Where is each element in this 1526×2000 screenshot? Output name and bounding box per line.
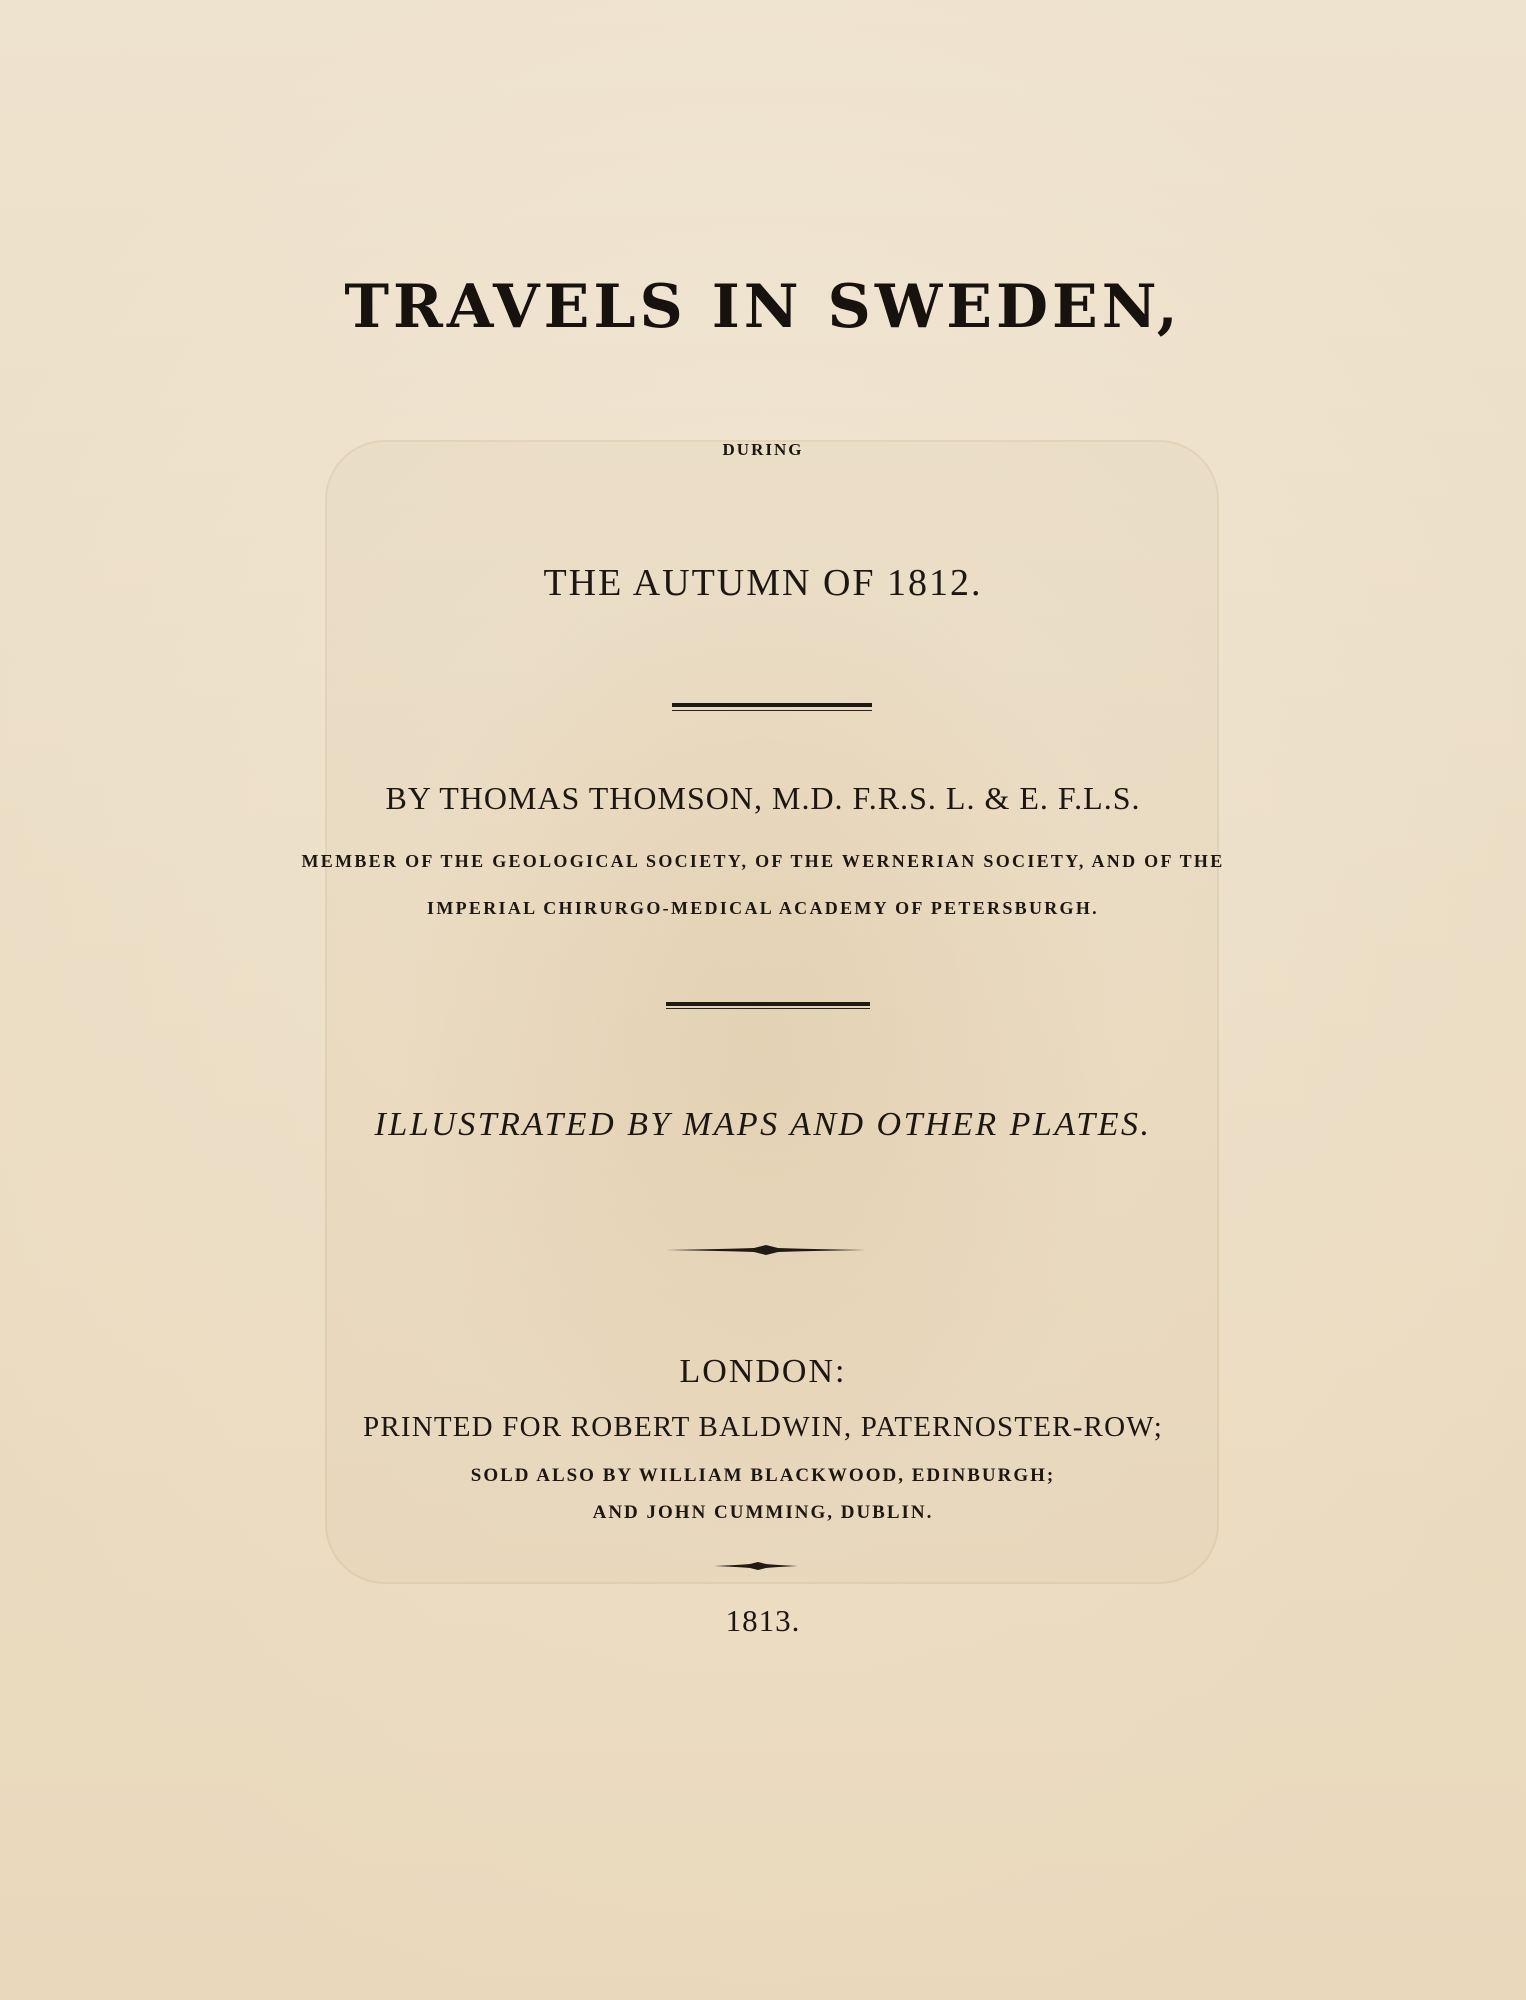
book-title: TRAVELS IN SWEDEN,: [344, 272, 1182, 342]
subtitle: THE AUTUMN OF 1812.: [543, 562, 983, 604]
rule-thick-line: [666, 1002, 870, 1006]
flourish-divider-icon: [666, 1238, 866, 1262]
sold-also-line: SOLD ALSO BY WILLIAM BLACKWOOD, EDINBURGH;: [470, 1465, 1056, 1486]
printed-for-line: PRINTED FOR ROBERT BALDWIN, PATERNOSTER-ROW;: [362, 1411, 1163, 1443]
double-rule-divider-2: [666, 1002, 870, 1009]
affiliation-line-1: MEMBER OF THE GEOLOGICAL SOCIETY, OF THE WERNERIAN SOCIETY, AND OF THE: [301, 851, 1225, 871]
affiliation-line-2: IMPERIAL CHIRURGO-MEDICAL ACADEMY OF PETERSBURGH.: [427, 898, 1099, 918]
cumming-line: AND JOHN CUMMING, DUBLIN.: [592, 1502, 934, 1523]
author-line: BY THOMAS THOMSON, M.D. F.R.S. L. & E. F.L.S.: [385, 780, 1141, 816]
double-rule-divider: [672, 703, 872, 711]
small-flourish-icon: [714, 1558, 798, 1574]
publication-year: 1813.: [725, 1603, 801, 1638]
during-label: DURING: [722, 440, 804, 459]
rule-thick-line: [672, 703, 872, 707]
illustrated-line: ILLUSTRATED BY MAPS AND OTHER PLATES.: [374, 1106, 1152, 1143]
rule-thin-line: [666, 1008, 870, 1009]
rule-thin-line: [672, 710, 872, 711]
imprint-city: LONDON:: [679, 1353, 847, 1390]
